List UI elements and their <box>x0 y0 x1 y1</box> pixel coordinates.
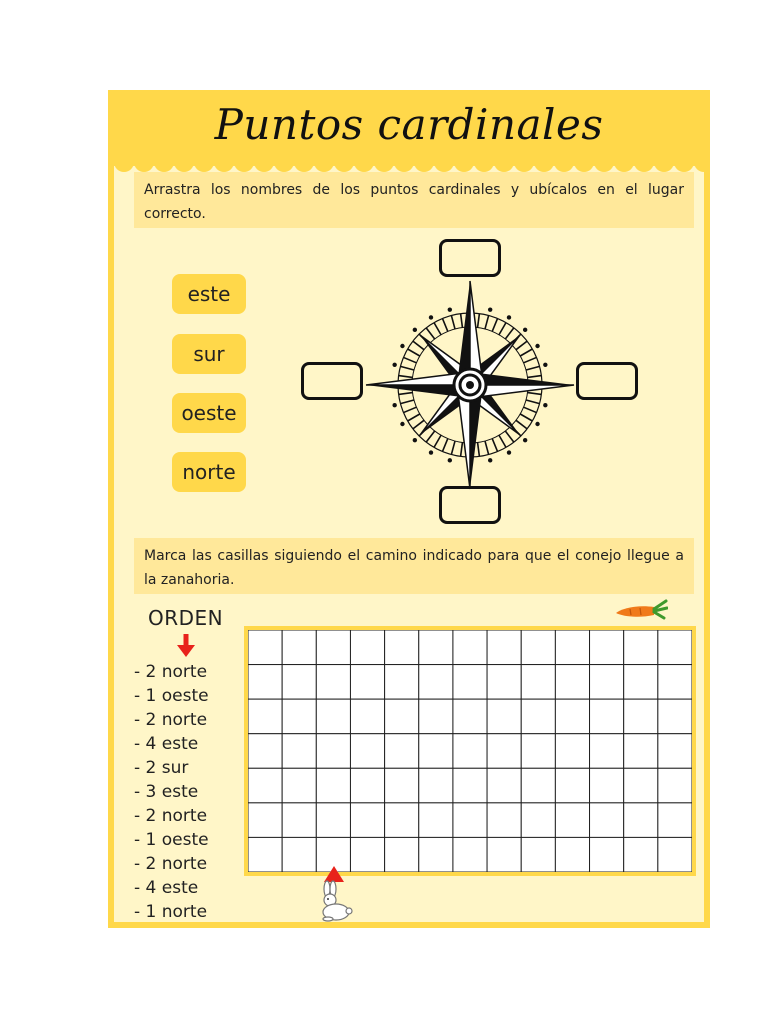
instruction-drag: Arrastra los nombres de los puntos cardinales y ubícalos en el lugar correcto. <box>134 172 694 228</box>
grid-cell[interactable] <box>248 630 282 665</box>
grid-cell[interactable] <box>385 665 419 700</box>
grid-cell[interactable] <box>316 630 350 665</box>
grid-cell[interactable] <box>316 734 350 769</box>
grid-cell[interactable] <box>282 665 316 700</box>
drop-box-north[interactable] <box>439 239 501 277</box>
grid-cell[interactable] <box>521 734 555 769</box>
grid-cell[interactable] <box>555 768 589 803</box>
compass-rose-icon <box>364 279 576 491</box>
grid-cell[interactable] <box>419 837 453 872</box>
grid-cell[interactable] <box>555 699 589 734</box>
order-step: - 1 oeste <box>134 686 209 706</box>
word-chip-norte[interactable]: norte <box>172 452 246 492</box>
grid-cell[interactable] <box>658 768 692 803</box>
grid-cell[interactable] <box>624 803 658 838</box>
grid-cell[interactable] <box>453 665 487 700</box>
grid-cell[interactable] <box>248 768 282 803</box>
grid-cell[interactable] <box>658 699 692 734</box>
order-steps-list <box>134 660 209 924</box>
grid-cell[interactable] <box>385 699 419 734</box>
grid-cell[interactable] <box>282 837 316 872</box>
grid-cell[interactable] <box>282 803 316 838</box>
title-banner <box>114 96 704 166</box>
grid-cell[interactable] <box>590 630 624 665</box>
grid-cell[interactable] <box>419 630 453 665</box>
grid-cell[interactable] <box>453 699 487 734</box>
grid-cells[interactable] <box>248 630 692 872</box>
grid-cell[interactable] <box>453 837 487 872</box>
grid-cell[interactable] <box>248 837 282 872</box>
order-step: - 4 este <box>134 878 199 898</box>
grid-cell[interactable] <box>350 768 384 803</box>
order-step: - 1 norte <box>134 902 208 922</box>
grid-cell[interactable] <box>453 630 487 665</box>
grid-cell[interactable] <box>316 665 350 700</box>
grid-cell[interactable] <box>385 768 419 803</box>
grid-cell[interactable] <box>385 734 419 769</box>
worksheet <box>108 90 710 928</box>
grid-cell[interactable] <box>282 699 316 734</box>
grid-cell[interactable] <box>248 699 282 734</box>
order-step: - 2 norte <box>134 854 208 874</box>
grid-cell[interactable] <box>624 699 658 734</box>
grid-cell[interactable] <box>248 665 282 700</box>
grid-cell[interactable] <box>453 803 487 838</box>
grid-cell[interactable] <box>453 768 487 803</box>
order-step: - 1 oeste <box>134 830 209 850</box>
grid-cell[interactable] <box>385 803 419 838</box>
grid-cell[interactable] <box>419 734 453 769</box>
grid-cell[interactable] <box>350 699 384 734</box>
grid-cell[interactable] <box>487 699 521 734</box>
rabbit-icon <box>314 880 354 922</box>
grid-cell[interactable] <box>624 837 658 872</box>
order-step: - 2 norte <box>134 806 208 826</box>
grid-cell[interactable] <box>487 837 521 872</box>
grid-cell[interactable] <box>521 630 555 665</box>
grid-cell[interactable] <box>555 837 589 872</box>
grid-cell[interactable] <box>487 665 521 700</box>
grid-cell[interactable] <box>658 665 692 700</box>
grid-cell[interactable] <box>487 630 521 665</box>
drop-box-south[interactable] <box>439 486 501 524</box>
grid-cell[interactable] <box>350 630 384 665</box>
grid-cell[interactable] <box>555 630 589 665</box>
order-title: ORDEN <box>148 606 224 630</box>
carrot-icon <box>614 598 668 622</box>
grid-cell[interactable] <box>521 803 555 838</box>
grid-cell[interactable] <box>521 837 555 872</box>
grid-cell[interactable] <box>453 734 487 769</box>
grid-cell[interactable] <box>350 837 384 872</box>
order-step: - 3 este <box>134 782 199 802</box>
grid-cell[interactable] <box>590 665 624 700</box>
path-grid <box>244 626 696 876</box>
grid-cell[interactable] <box>487 734 521 769</box>
grid-cell[interactable] <box>385 837 419 872</box>
grid-cell[interactable] <box>555 734 589 769</box>
page-title: Puntos cardinales <box>214 100 604 149</box>
grid-cell[interactable] <box>624 630 658 665</box>
grid-cell[interactable] <box>316 803 350 838</box>
grid-cell[interactable] <box>350 734 384 769</box>
grid-cell[interactable] <box>521 768 555 803</box>
grid-cell[interactable] <box>590 803 624 838</box>
grid-cell[interactable] <box>658 803 692 838</box>
grid-cell[interactable] <box>385 630 419 665</box>
grid-cell[interactable] <box>316 699 350 734</box>
grid-cell[interactable] <box>624 665 658 700</box>
grid-cell[interactable] <box>555 803 589 838</box>
grid-cell[interactable] <box>658 837 692 872</box>
grid-cell[interactable] <box>248 734 282 769</box>
grid-cell[interactable] <box>521 665 555 700</box>
grid-cell[interactable] <box>248 803 282 838</box>
grid-cell[interactable] <box>419 768 453 803</box>
word-chip-sur[interactable]: sur <box>172 334 246 374</box>
grid-cell[interactable] <box>590 837 624 872</box>
drop-box-west[interactable] <box>301 362 363 400</box>
instruction-path: Marca las casillas siguiendo el camino indicado para que el conejo llegue a la zanahoria. <box>134 538 694 594</box>
grid-cell[interactable] <box>555 665 589 700</box>
grid-cell[interactable] <box>624 734 658 769</box>
grid-cell[interactable] <box>590 699 624 734</box>
grid-cell[interactable] <box>658 630 692 665</box>
grid-cell[interactable] <box>521 699 555 734</box>
drop-box-east[interactable] <box>576 362 638 400</box>
word-chip-este[interactable]: este <box>172 274 246 314</box>
grid-cell[interactable] <box>419 665 453 700</box>
grid-cell[interactable] <box>282 630 316 665</box>
grid-cell[interactable] <box>282 768 316 803</box>
grid-cell[interactable] <box>658 734 692 769</box>
grid-cell[interactable] <box>590 768 624 803</box>
order-step: - 2 norte <box>134 662 208 682</box>
word-chip-oeste[interactable]: oeste <box>172 393 246 433</box>
down-arrow-icon <box>176 634 196 658</box>
grid-cell[interactable] <box>419 699 453 734</box>
grid-cell[interactable] <box>316 768 350 803</box>
order-step: - 2 sur <box>134 758 189 778</box>
grid-cell[interactable] <box>590 734 624 769</box>
order-step: - 2 norte <box>134 710 208 730</box>
grid-cell[interactable] <box>624 768 658 803</box>
order-step: - 4 este <box>134 734 199 754</box>
grid-cell[interactable] <box>419 803 453 838</box>
grid-cell[interactable] <box>282 734 316 769</box>
grid-cell[interactable] <box>350 803 384 838</box>
grid-cell[interactable] <box>487 768 521 803</box>
grid-cell[interactable] <box>487 803 521 838</box>
grid-cell[interactable] <box>350 665 384 700</box>
